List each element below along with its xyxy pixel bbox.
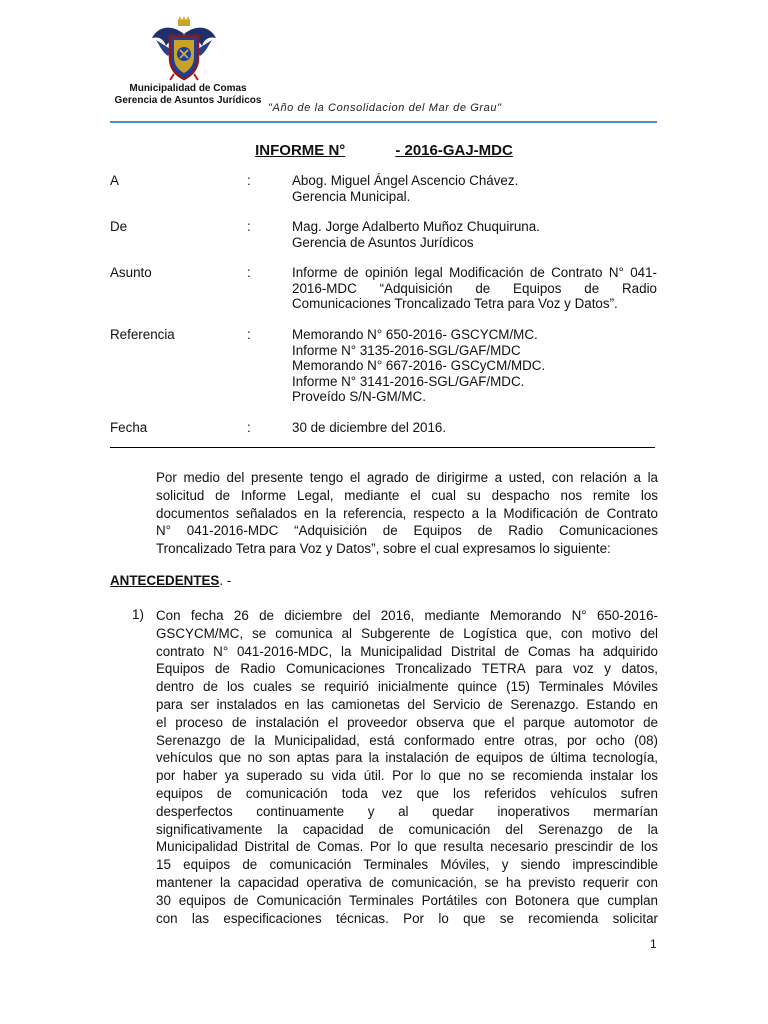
field-value-de xyxy=(292,219,657,250)
paragraph-line: Troncalizado Tetra para Voz y Datos”, sobre el cual expresamos lo siguiente: xyxy=(156,541,611,557)
section-title: ANTECEDENTES xyxy=(110,573,220,588)
field-label-asunto: Asunto xyxy=(110,265,152,280)
report-title-suffix: - 2016-GAJ-MDC xyxy=(395,142,513,159)
intro-paragraph xyxy=(156,469,658,558)
field-value-asunto xyxy=(292,265,657,312)
field-value-a xyxy=(292,173,657,204)
report-title xyxy=(0,142,768,159)
field-colon-fecha: : xyxy=(247,420,251,435)
paragraph-line: Con fecha 26 de diciembre del 2016, mediante Memorando N° 650-2016- xyxy=(156,608,658,623)
paragraph-line: contrato N° 041-2016-MDC, la Municipalidad Distrital de Comas ha adquirido xyxy=(156,643,658,659)
paragraph-line: vehículos que no son aptas para la instalación de equipos de última tecnología, xyxy=(156,750,658,766)
paragraph-line: documentos señalados en la referencia, respecto a la Modificación de Contrato xyxy=(156,505,658,521)
field-label-a: A xyxy=(110,173,119,188)
paragraph-line: significativamente la capacidad de comunicación del Serenazgo de la xyxy=(156,821,658,837)
paragraph-line: por haber ya superado su vida útil. Por lo que no se recomienda instalar los xyxy=(156,768,658,784)
field-colon-referencia: : xyxy=(247,327,251,342)
year-motto: "Año de la Consolidacion del Mar de Grau" xyxy=(268,102,502,114)
field-colon-de: : xyxy=(247,219,251,234)
list-number: 1) xyxy=(132,607,144,622)
field-label-fecha: Fecha xyxy=(110,420,148,435)
field-value-line: Comunicaciones Troncalizado Tetra para Voz y Datos”. xyxy=(292,296,618,311)
field-value-line: Informe N° 3141-2016-SGL/GAF/MDC. xyxy=(292,373,525,389)
paragraph-line: el proceso de instalación el proveedor observa que el parque automotor de xyxy=(156,714,658,730)
paragraph-line: dentro de los cuales se requirió inicialmente quince (15) Terminales Móviles xyxy=(156,679,658,695)
paragraph-line: Serenazgo de la Municipalidad, está conformado entre otras, por ocho (08) xyxy=(156,732,658,748)
paragraph-line: 15 equipos de comunicación Terminales Móviles, y siendo imprescindible xyxy=(156,857,658,873)
field-value-line: Memorando N° 667-2016- GSCyCM/MDC. xyxy=(292,358,546,373)
paragraph-line: Municipalidad Distrital de Comas. Por lo que resulta necesario prescindir de los xyxy=(156,839,658,855)
paragraph-line: GSCYCM/MC, se comunica al Subgerente de Logística que, con motivo del xyxy=(156,625,658,641)
paragraph-line: N° 041-2016-MDC “Adquisición de Equipos de Radio Comunicaciones xyxy=(156,523,658,539)
field-value-line: Mag. Jorge Adalberto Muñoz Chuquiruna. xyxy=(292,219,540,234)
section-heading xyxy=(110,573,231,588)
field-value-line: Gerencia Municipal. xyxy=(292,188,411,204)
field-value-line: Proveído S/N-GM/MC. xyxy=(292,389,426,404)
header-divider xyxy=(110,121,657,123)
field-value-line: Gerencia de Asuntos Jurídicos xyxy=(292,234,474,250)
paragraph-line: Equipos de Radio Comunicaciones Troncalizado TETRA para voz y datos, xyxy=(156,661,658,677)
field-colon-a: : xyxy=(247,173,251,188)
field-value-line: 2016-MDC “Adquisición de Equipos de Radio xyxy=(292,280,657,296)
field-value-line: Informe de opinión legal Modificación de Contrato N° 041- xyxy=(292,265,657,280)
paragraph-line: 30 equipos de Comunicación Terminales Portátiles con Botonera que cumplan xyxy=(156,892,658,908)
antecedent-item xyxy=(156,607,658,927)
page-number: 1 xyxy=(650,937,657,951)
paragraph-line: mantener la capacidad operativa de comunicación, se ha previsto requerir con xyxy=(156,874,658,890)
field-value-line: Memorando N° 650-2016- GSCYCM/MC. xyxy=(292,327,538,342)
paragraph-line: Por medio del presente tengo el agrado de dirigirme a usted, con relación a la xyxy=(156,470,658,485)
paragraph-line: para ser instalados en las camionetas del Servicio de Serenazgo. Estando en xyxy=(156,696,658,712)
field-label-referencia: Referencia xyxy=(110,327,175,342)
field-value-line: Informe N° 3135-2016-SGL/GAF/MDC xyxy=(292,342,521,358)
field-value-fecha xyxy=(292,420,657,436)
org-department: Gerencia de Asuntos Jurídicos xyxy=(114,95,262,106)
coat-of-arms-icon xyxy=(150,16,218,82)
field-value-line: Abog. Miguel Ángel Ascencio Chávez. xyxy=(292,173,519,188)
section-suffix: . - xyxy=(219,573,232,588)
field-label-de: De xyxy=(110,219,128,234)
paragraph-line: desperfectos continuamente y al quedar inoperativos mermarían xyxy=(156,803,658,819)
report-title-prefix: INFORME N° xyxy=(255,142,346,159)
paragraph-line: con las especificaciones técnicas. Por lo que se recomienda solicitar xyxy=(156,910,658,926)
field-value-referencia xyxy=(292,327,657,405)
header-separator xyxy=(110,447,655,448)
org-name: Municipalidad de Comas xyxy=(129,83,247,94)
field-value-line: 30 de diciembre del 2016. xyxy=(292,420,447,435)
field-colon-asunto: : xyxy=(247,265,251,280)
paragraph-line: solicitud de Informe Legal, mediante el cual su despacho nos remite los xyxy=(156,487,658,503)
paragraph-line: equipos de comunicación toda vez que los referidos vehículos sufren xyxy=(156,785,658,801)
